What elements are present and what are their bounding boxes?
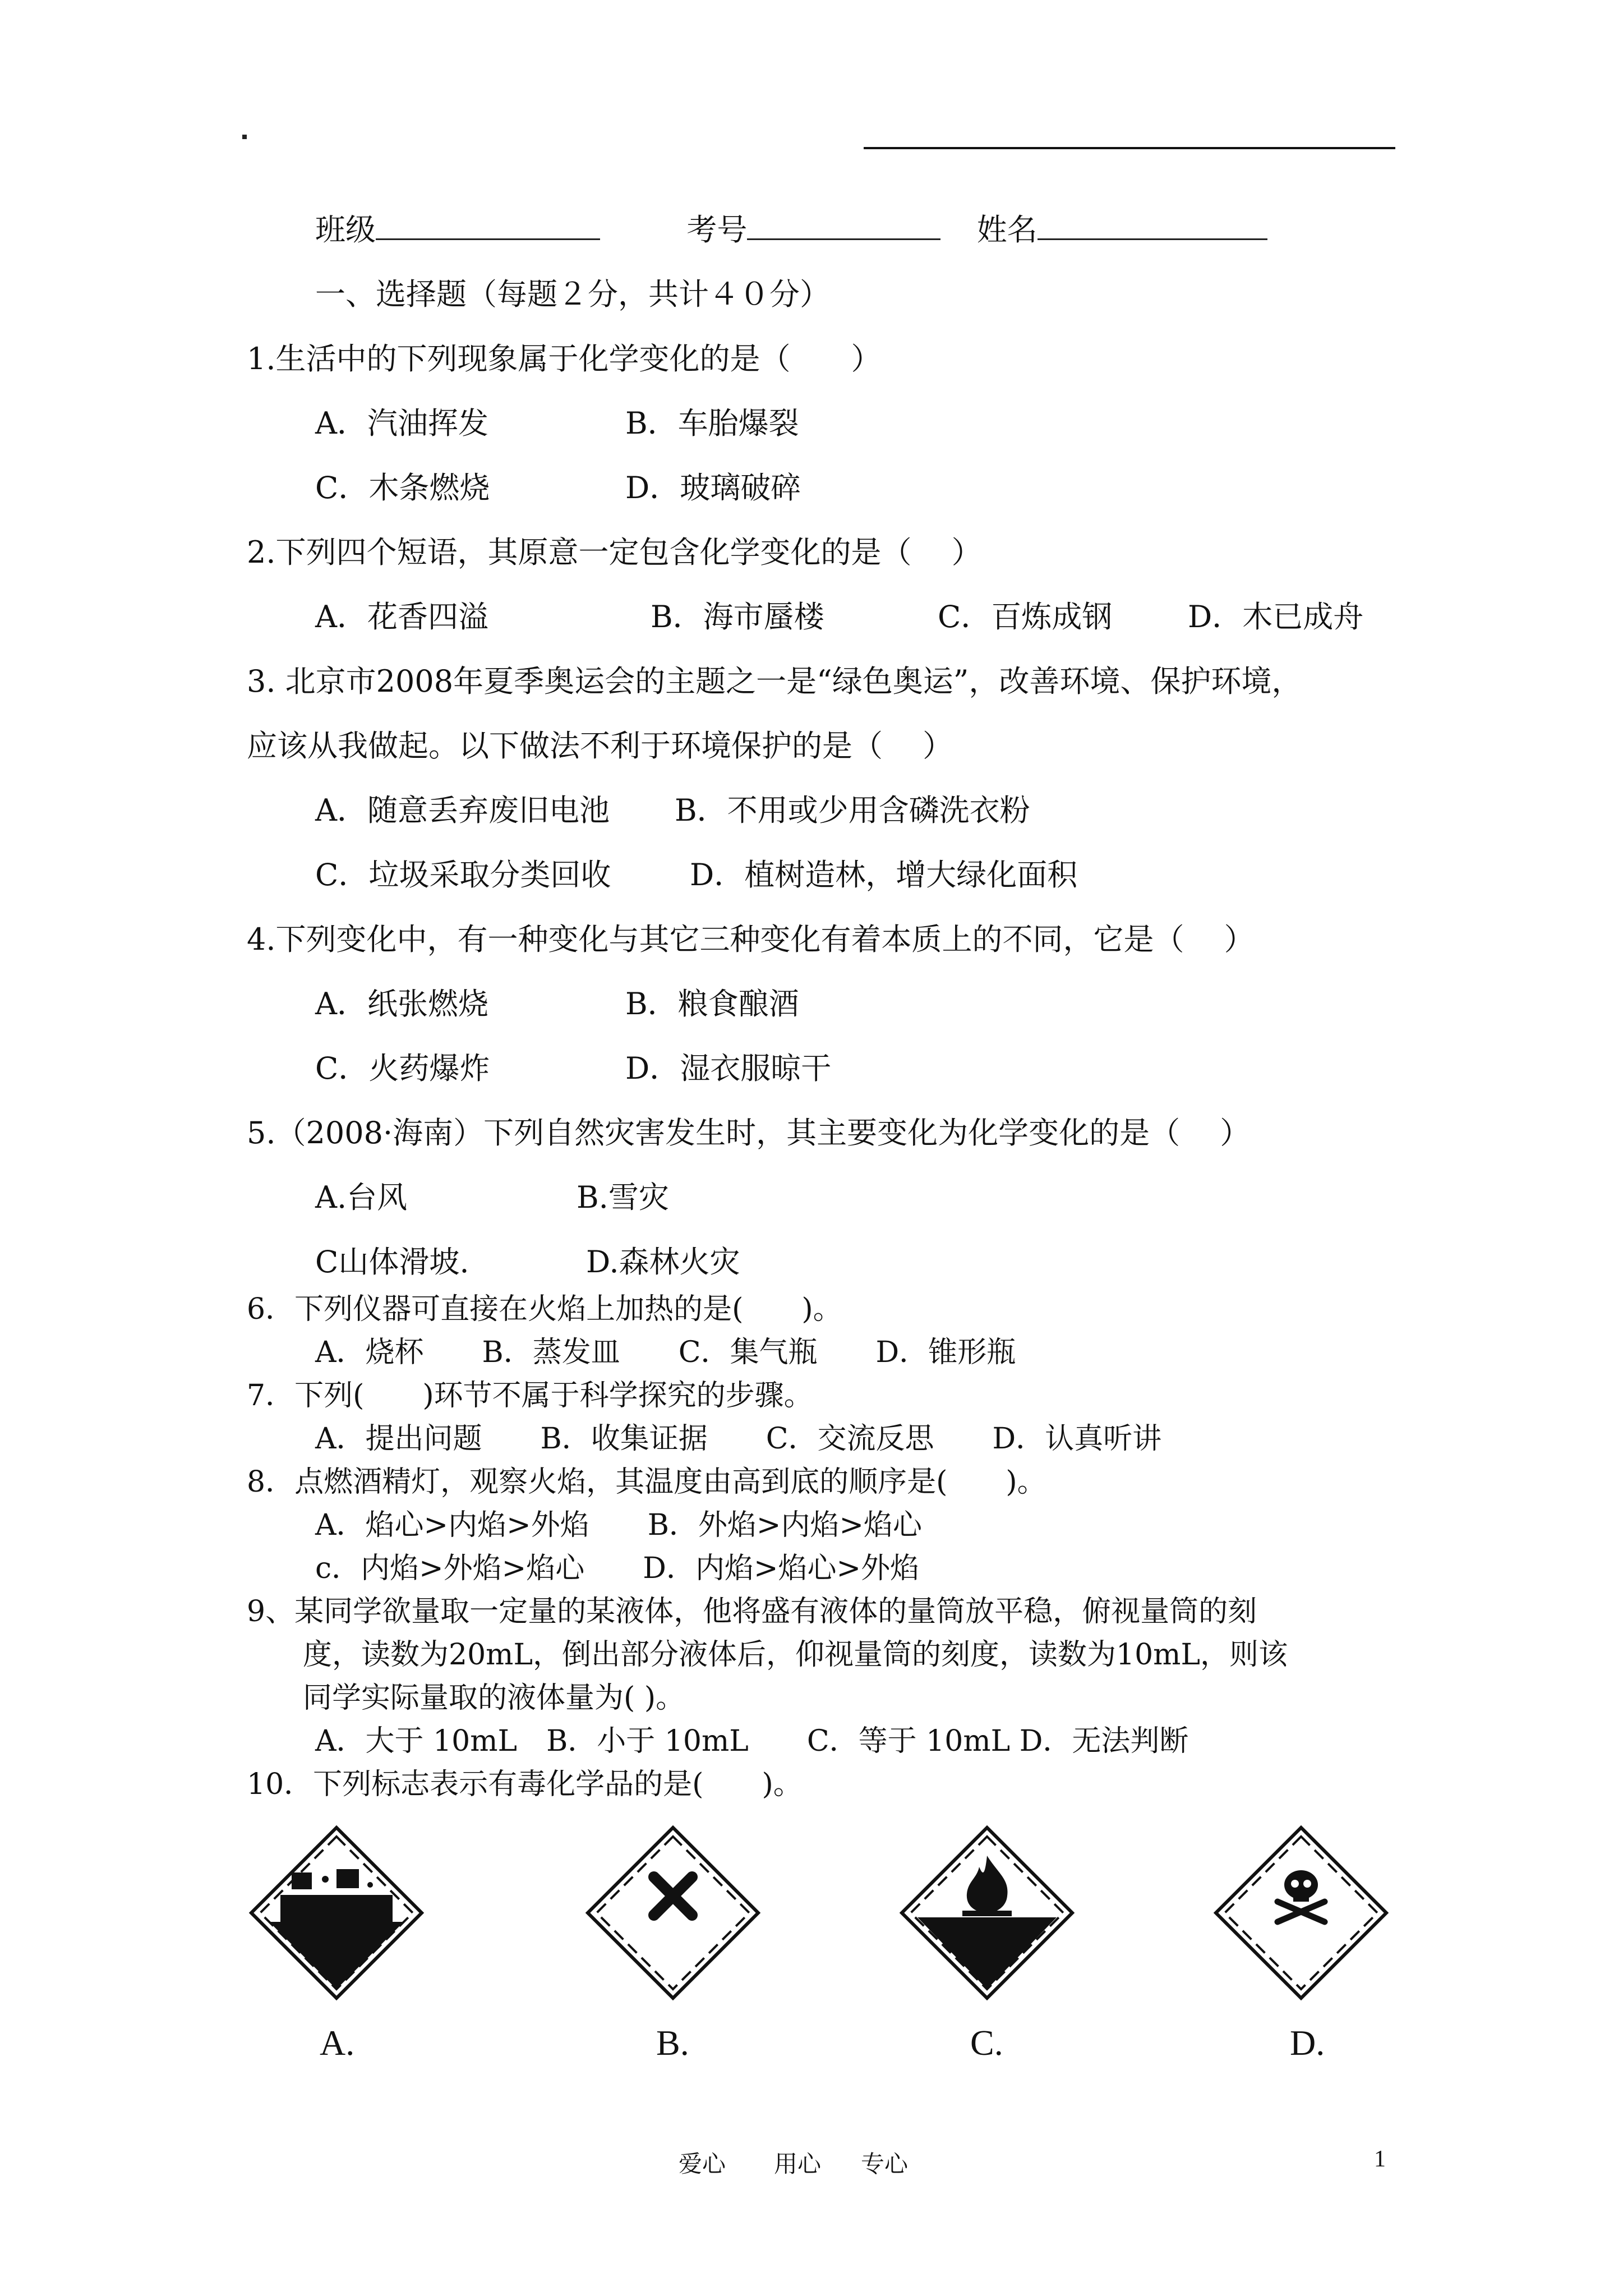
q2-option-c: C．百炼成钢 bbox=[938, 599, 1113, 634]
question-6-stem: 6．下列仪器可直接在火焰上加热的是( )。 bbox=[247, 1292, 842, 1326]
flammable-sign-icon bbox=[897, 1823, 1077, 2003]
page-number: 1 bbox=[1374, 2146, 1386, 2172]
q8-options-line1: A．焰心>内焰>外焰 B．外焰>内焰>焰心 bbox=[315, 1508, 923, 1542]
q2-option-d: D．木已成舟 bbox=[1188, 599, 1364, 634]
question-2-stem: 2.下列四个短语，其原意一定包含化学变化的是（ ） bbox=[247, 535, 982, 570]
sign-a-label: A. bbox=[320, 2023, 355, 2063]
class-label: 班级 bbox=[315, 212, 376, 247]
exam-no-label: 考号 bbox=[686, 212, 748, 247]
question-7-stem: 7．下列( )环节不属于科学探究的步骤。 bbox=[247, 1379, 813, 1412]
section-title: 一、选择题（每题２分，共计４０分） bbox=[315, 277, 830, 312]
q3-option-a: A．随意丢弃废旧电池 bbox=[315, 793, 610, 828]
student-info-row bbox=[315, 213, 1267, 247]
q9-options: A．大于 10mL B．小于 10mL C．等于 10mL D．无法判断 bbox=[315, 1724, 1189, 1758]
q3-option-c: C．垃圾采取分类回收 bbox=[315, 857, 611, 892]
name-label: 姓名 bbox=[976, 212, 1038, 247]
q3-option-d: D．植树造林，增大绿化面积 bbox=[690, 857, 1078, 892]
q5-option-c: C山体滑坡. bbox=[315, 1244, 469, 1280]
header-rule bbox=[864, 147, 1395, 149]
q2-option-a: A．花香四溢 bbox=[315, 599, 488, 634]
question-4-stem: 4.下列变化中，有一种变化与其它三种变化有着本质上的不同，它是（ ） bbox=[247, 922, 1255, 957]
q7-options: A．提出问题 B．收集证据 C．交流反思 D．认真听讲 bbox=[315, 1422, 1162, 1456]
q2-option-b: B．海市蜃楼 bbox=[651, 599, 824, 634]
q4-option-c: C．火药爆炸 bbox=[315, 1051, 490, 1086]
footer-motto-1: 爱心 bbox=[679, 2150, 726, 2178]
question-5-stem: 5.（2008·海南）下列自然灾害发生时，其主要变化为化学变化的是（ ） bbox=[247, 1115, 1251, 1151]
q4-option-a: A．纸张燃烧 bbox=[315, 986, 488, 1022]
question-3-stem-line1: 3. 北京市2008年夏季奥运会的主题之一是“绿色奥运”，改善环境、保护环境， bbox=[247, 664, 1302, 699]
class-field[interactable] bbox=[376, 214, 600, 240]
question-9-stem-line3: 同学实际量取的液体量为( )。 bbox=[303, 1681, 685, 1715]
footer-motto-3: 专心 bbox=[861, 2150, 909, 2178]
question-1-stem: 1.生活中的下列现象属于化学变化的是（ ） bbox=[247, 341, 882, 376]
name-field[interactable] bbox=[1038, 214, 1267, 240]
footer-motto-2: 用心 bbox=[774, 2150, 822, 2178]
q5-option-a: A.台风 bbox=[315, 1180, 408, 1215]
q1-option-c: C．木条燃烧 bbox=[315, 470, 490, 505]
q1-option-d: D．玻璃破碎 bbox=[625, 470, 801, 505]
q4-option-d: D．湿衣服晾干 bbox=[625, 1051, 832, 1086]
corrosive-sign-icon bbox=[247, 1823, 426, 2003]
question-9-stem-line2: 度，读数为20mL，倒出部分液体后，仰视量筒的刻度，读数为10mL，则该 bbox=[303, 1638, 1288, 1672]
sign-b-label: B. bbox=[656, 2023, 689, 2063]
question-10-stem: 10．下列标志表示有毒化学品的是( )。 bbox=[247, 1768, 803, 1801]
harmful-x-sign-icon bbox=[583, 1823, 763, 2003]
q3-option-b: B．不用或少用含磷洗衣粉 bbox=[675, 793, 1030, 828]
q1-option-a: A．汽油挥发 bbox=[315, 406, 488, 441]
q8-options-line2: c．内焰>外焰>焰心 D．内焰>焰心>外焰 bbox=[315, 1552, 920, 1585]
question-9-stem-line1: 9、某同学欲量取一定量的某液体，他将盛有液体的量筒放平稳，俯视量筒的刻 bbox=[247, 1595, 1257, 1628]
corner-dot bbox=[242, 135, 247, 139]
exam-no-field[interactable] bbox=[747, 214, 940, 240]
q4-option-b: B．粮食酿酒 bbox=[625, 986, 799, 1022]
q6-options: A．烧杯 B．蒸发皿 C．集气瓶 D．锥形瓶 bbox=[315, 1336, 1016, 1369]
q5-option-b: B.雪灾 bbox=[577, 1180, 669, 1215]
sign-d-label: D. bbox=[1290, 2023, 1325, 2063]
question-8-stem: 8．点燃酒精灯，观察火焰，其温度由高到底的顺序是( )。 bbox=[247, 1465, 1046, 1499]
question-3-stem-line2: 应该从我做起。以下做法不利于环境保护的是（ ） bbox=[247, 728, 953, 763]
sign-c-label: C. bbox=[970, 2023, 1003, 2063]
q5-option-d: D.森林火灾 bbox=[586, 1244, 740, 1280]
toxic-skull-sign-icon bbox=[1211, 1823, 1391, 2003]
q1-option-b: B．车胎爆裂 bbox=[625, 406, 799, 441]
